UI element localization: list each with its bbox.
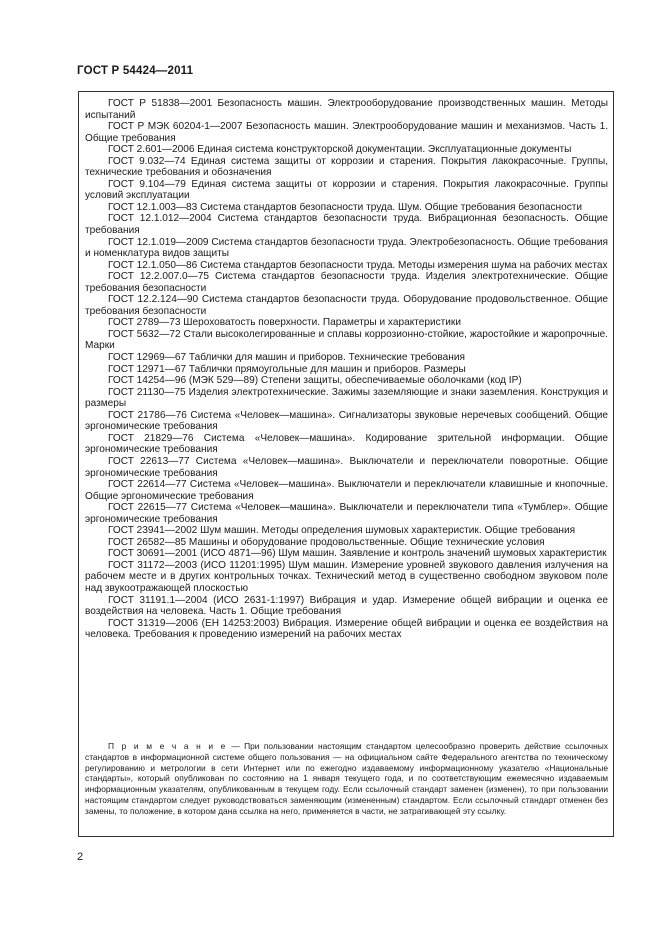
reference-item: ГОСТ 21829—76 Система «Человек—машина». Кодирование зрительной информации. Общие эргономические требования — [85, 432, 608, 456]
reference-item: ГОСТ 12969—67 Таблички для машин и приборов. Технические требования — [108, 352, 465, 364]
reference-item: ГОСТ 31172—2003 (ИСО 11201:1995) Шум машин. Измерение уровней звукового давления излучения на рабочем месте и в других контрольных точках. Технический метод в существенно свободном звуковом поле над звукоотражающей плоскостью — [85, 559, 608, 594]
reference-item: ГОСТ 9.032—74 Единая система защиты от коррозии и старения. Покрытия лакокрасочные. Группы, технические требования и обозначения — [85, 155, 608, 179]
reference-item: ГОСТ 22615—77 Система «Человек—машина». Выключатели и переключатели типа «Тумблер». Общие эргономические требования — [85, 502, 608, 525]
reference-item: ГОСТ 2789—73 Шероховатость поверхности. Параметры и характеристики — [108, 317, 461, 329]
reference-item: ГОСТ 12.1.003—83 Система стандартов безопасности труда. Шум. Общие требования безопасности — [108, 201, 583, 213]
reference-item: ГОСТ 22614—77 Система «Человек—машина». Выключатели и переключатели клавишные и кнопочные. Общие эргономические требования — [85, 479, 608, 502]
reference-item: ГОСТ 5632—72 Стали высоколегированные и сплавы коррозионно-стойкие, жаростойкие и жаропрочные. Марки — [85, 328, 608, 352]
reference-item: ГОСТ 12.1.012—2004 Система стандартов безопасности труда. Вибрационная безопасность. Общие требования — [85, 213, 608, 237]
reference-item: ГОСТ 12971—67 Таблички прямоугольные для машин и приборов. Размеры — [108, 363, 466, 375]
note-text: — При пользовании настоящим стандартом целесообразно проверить действие ссылочных стандартов в информационной системе общего пользования — на официальном сайте Федерального агентства по техническому регулированию и метрологии в сети Интернет или по ежегодно издаваемому информационному указателю «Национальные стандарты», который опубликован по состоянию на 1 января текущего года, и по соответствующим ежемесячно издаваемым информационным указателям, опубликованным в текущем году. Если ссылочный стандарт заменен (изменен), то при пользовании настоящим стандартом следует руководствоваться заменяющим (измененным) стандартом. Если ссылочный стандарт отменен без замены, то положение, в котором дана ссылка на него, применяется в части, не затрагивающей эту ссылку. — [85, 741, 608, 816]
reference-item: ГОСТ 12.1.019—2009 Система стандартов безопасности труда. Электробезопасность. Общие требования и номенклатура видов защиты — [85, 236, 608, 260]
reference-item: ГОСТ Р МЭК 60204-1—2007 Безопасность машин. Электрооборудование машин и механизмов. Часть 1. Общие требования — [85, 121, 608, 144]
page-number: 2 — [77, 851, 84, 863]
reference-item: ГОСТ 12.2.124—90 Система стандартов безопасности труда. Оборудование продовольственное. Общие требования безопасности — [85, 294, 608, 317]
reference-item: ГОСТ 21130—75 Изделия электротехнические. Зажимы заземляющие и знаки заземления. Конструкция и размеры — [85, 386, 608, 410]
document-header: ГОСТ Р 54424—2011 — [77, 65, 194, 77]
reference-item: ГОСТ 9.104—79 Единая система защиты от коррозии и старения. Покрытия лакокрасочные. Группы условий эксплуатации — [85, 178, 608, 202]
reference-item: ГОСТ 22613—77 Система «Человек—машина». Выключатели и переключатели поворотные. Общие эргономические требования — [85, 455, 608, 479]
reference-item: ГОСТ 31319—2006 (ЕН 14253:2003) Вибрация. Измерение общей вибрации и оценка ее воздействия на человека. Требования к проведению измерений на рабочих местах — [85, 617, 608, 641]
reference-item: ГОСТ 2.601—2006 Единая система конструкторской документации. Эксплуатационные документы — [108, 144, 572, 156]
reference-item: ГОСТ 12.2.007.0—75 Система стандартов безопасности труда. Изделия электротехнические. Общие требования безопасности — [85, 271, 608, 294]
reference-item: ГОСТ 26582—85 Машины и оборудование продовольственные. Общие технические условия — [108, 536, 545, 548]
reference-item: ГОСТ 12.1.050—86 Система стандартов безопасности труда. Методы измерения шума на рабочих местах — [108, 259, 608, 271]
reference-item: ГОСТ 31191.1—2004 (ИСО 2631-1:1997) Вибрация и удар. Измерение общей вибрации и оценка ее воздействия на человека. Часть 1. Общие требования — [85, 594, 608, 618]
reference-item: ГОСТ 14254—96 (МЭК 529—89) Степени защиты, обеспечиваемые оболочками (код IP) — [108, 375, 522, 387]
normative-references-list — [85, 98, 608, 641]
reference-item: ГОСТ 23941—2002 Шум машин. Методы определения шумовых характеристик. Общие требования — [108, 525, 576, 537]
note-paragraph — [85, 741, 608, 817]
reference-item: ГОСТ Р 51838—2001 Безопасность машин. Электрооборудование производственных машин. Методы испытаний — [85, 98, 608, 121]
note-label: П р и м е ч а н и е — [108, 741, 227, 751]
reference-item: ГОСТ 21786—76 Система «Человек—машина». Сигнализаторы звуковые неречевых сообщений. Общие эргономические требования — [85, 409, 608, 433]
reference-item: ГОСТ 30691—2001 (ИСО 4871—96) Шум машин. Заявление и контроль значений шумовых характеристик — [108, 548, 607, 560]
